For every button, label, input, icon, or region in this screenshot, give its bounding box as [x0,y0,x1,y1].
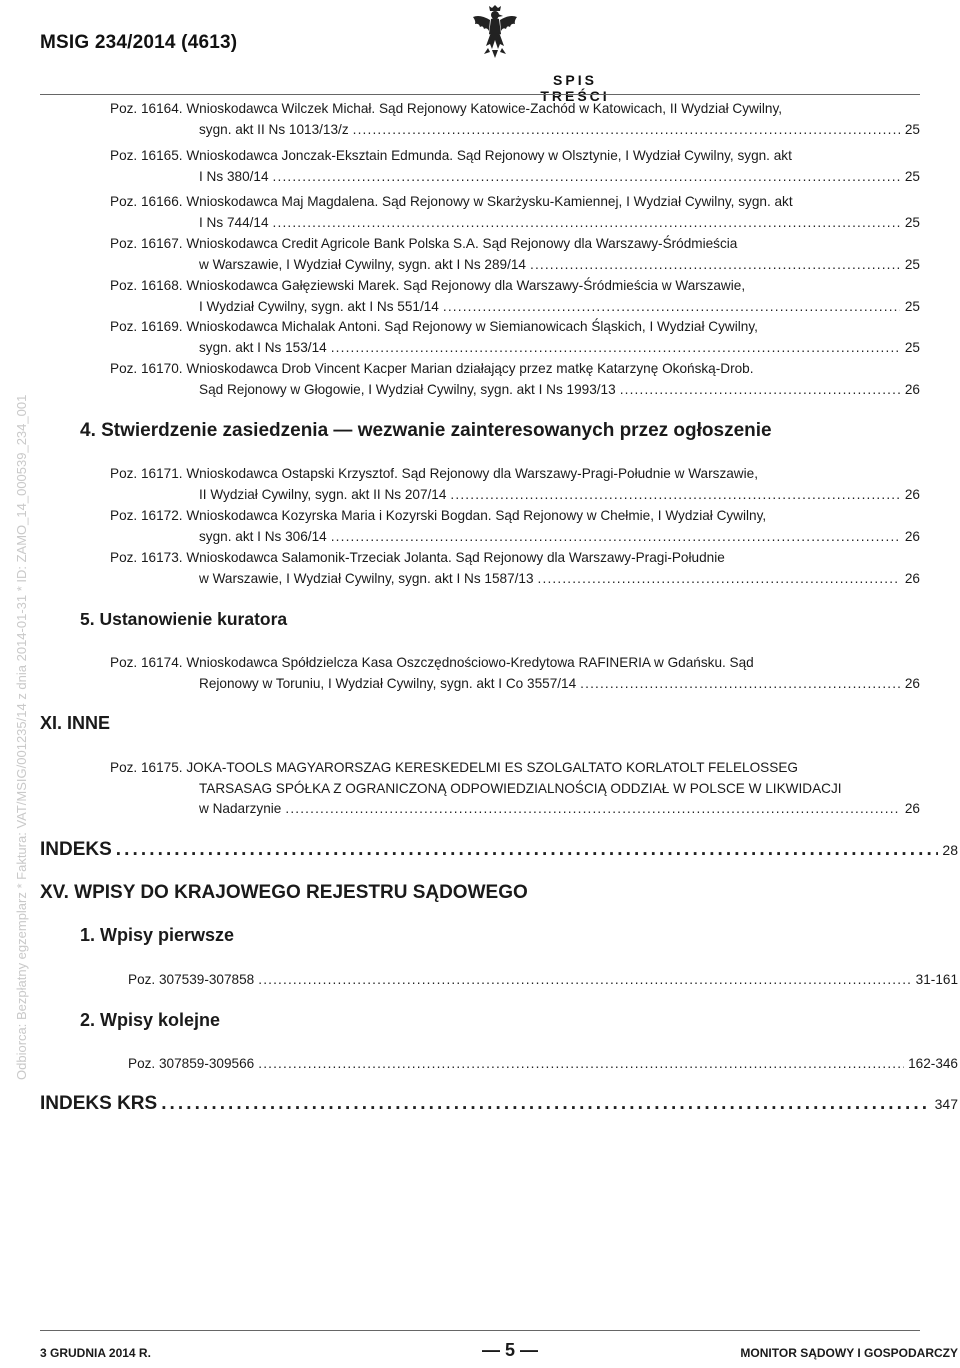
page-number: 347 [934,1096,958,1112]
page-number: 26 [904,381,920,397]
entry-line-2: Sąd Rejonowy w Głogowie, I Wydział Cywilny, sygn. akt I Ns 1993/13 . . . 26 [110,380,920,401]
indeks-label: INDEKS [40,839,112,860]
entry-line-3: w Nadarzynie . . . 26 [110,799,920,820]
page-number: 25 [904,214,920,230]
entry-line-1: Poz. 16173. Wnioskodawca Salamonik-Trzeciak Jolanta. Sąd Rejonowy dla Warszawy-Pragi-Południe [110,550,725,565]
leader-dots [331,338,900,359]
toc-entry-16175[interactable] [110,758,920,820]
entry-line-1: Poz. 16165. Wnioskodawca Jonczak-Eksztain Edmunda. Sąd Rejonowy w Olsztynie, I Wydział Cywilny, sygn. akt [110,148,792,163]
leader-dots [353,120,900,141]
toc-entry-16173[interactable] [110,548,920,589]
leader-dots [331,527,900,548]
page-number-footer: — 5 — [481,1340,538,1360]
section-5-heading: 5. Ustanowienie kuratora [80,609,288,629]
entry-line-2: Rejonowy w Toruniu, I Wydział Cywilny, sygn. akt I Co 3557/14 . . . 26 [110,674,920,695]
footer-divider [40,1330,920,1331]
toc-entry-16164[interactable] [110,99,920,140]
leader-dots [538,569,900,590]
section-4-heading: 4. Stwierdzenie zasiedzenia — wezwanie zainteresowanych przez ogłoszenie [80,420,772,441]
entry-line-2: sygn. akt I Ns 306/14 . . . 26 [110,527,920,548]
page-number: 28 [942,842,958,858]
entry-line-2: TARSASAG SPÓŁKA Z OGRANICZONĄ ODPOWIEDZIALNOŚCIĄ ODDZIAŁ W POLSCE W LIKWIDACJI [199,780,842,796]
toc-entry-16165[interactable] [110,146,920,187]
page-number: 26 [904,570,920,586]
page-number: 26 [904,675,920,691]
issue-date: 3 GRUDNIA 2014 R. [40,1346,151,1360]
entry-line-2: sygn. akt II Ns 1013/13/z . . . 25 [110,120,920,141]
page-number: 26 [904,801,920,816]
entry-line-2: w Warszawie, I Wydział Cywilny, sygn. akt I Ns 1587/13 . . . 26 [110,569,920,590]
toc-indeks[interactable] [40,839,958,861]
polish-eagle-emblem-icon [470,4,520,60]
leader-dots [580,674,900,695]
leader-dots [443,297,900,318]
leader-dots [273,213,900,234]
toc-entry-wpisy-kolejne[interactable] [128,1056,958,1071]
entry-range: Poz. 307539-307858 [128,972,255,987]
subsection-wpisy-pierwsze-heading: 1. Wpisy pierwsze [80,925,235,945]
leader-dots [285,799,900,820]
entry-line-2: sygn. akt I Ns 153/14 . . . 25 [110,338,920,359]
publication-issue-title: MSIG 234/2014 (4613) [40,32,238,53]
entry-line-1: Poz. 16174. Wnioskodawca Spółdzielcza Kasa Oszczędnościowo-Kredytowa RAFINERIA w Gdańsku. Sąd [110,655,754,670]
leader-dots [116,839,938,861]
toc-entry-16174[interactable] [110,653,920,694]
indeks-krs-label: INDEKS KRS [40,1093,158,1114]
page-range: 31-161 [915,972,958,987]
entry-line-1: Poz. 16170. Wnioskodawca Drob Vincent Kacper Marian działający przez matkę Katarzynę Okońską-Drob. [110,361,754,376]
section-title: SPIS TREŚCI [540,72,610,104]
toc-entry-wpisy-pierwsze[interactable] [128,972,958,987]
page-number: 25 [904,339,920,355]
section-xi-heading: XI. INNE [40,713,111,733]
leader-dots [620,380,900,401]
page-number: 25 [904,168,920,184]
toc-entry-16171[interactable] [110,464,920,505]
publication-name: MONITOR SĄDOWY I GOSPODARCZY [740,1346,958,1360]
entry-line-2: II Wydział Cywilny, sygn. akt II Ns 207/14 . . . 26 [110,485,920,506]
entry-line-1: Poz. 16164. Wnioskodawca Wilczek Michał. Sąd Rejonowy Katowice-Zachód w Katowicach, II Wydział Cywilny, [110,101,783,116]
header-divider [40,94,920,95]
entry-line-1: Poz. 16167. Wnioskodawca Credit Agricole Bank Polska S.A. Sąd Rejonowy dla Warszawy-Śródmieścia [110,236,738,251]
toc-entry-16166[interactable] [110,192,920,233]
page-number: 26 [904,528,920,544]
entry-line-2: I Ns 380/14 . . . 25 [110,167,920,188]
section-xv-heading: XV. WPISY DO KRAJOWEGO REJESTRU SĄDOWEGO [40,882,528,903]
leader-dots [530,255,900,276]
entry-line-1: Poz. 16166. Wnioskodawca Maj Magdalena. Sąd Rejonowy w Skarżysku-Kamiennej, I Wydział Cywilny, sygn. akt [110,194,793,209]
entry-line-1: Poz. 16169. Wnioskodawca Michalak Antoni. Sąd Rejonowy w Siemianowicach Śląskich, I Wydział Cywilny, [110,319,758,334]
leader-dots [258,1056,904,1071]
subsection-wpisy-kolejne-heading: 2. Wpisy kolejne [80,1010,221,1030]
toc-entry-16168[interactable] [110,276,920,317]
entry-line-2: I Wydział Cywilny, sygn. akt I Ns 551/14 . . . 25 [110,297,920,318]
toc-indeks-krs[interactable] [40,1093,958,1115]
page-number: 25 [904,298,920,314]
page-number: 25 [904,256,920,272]
entry-line-2: w Warszawie, I Wydział Cywilny, sygn. akt I Ns 289/14 . . . 25 [110,255,920,276]
toc-entry-16170[interactable] [110,359,920,400]
entry-line-1: Poz. 16175. JOKA-TOOLS MAGYARORSZAG KERESKEDELMI ES SZOLGALTATO KORLATOLT FELELOSSEG [110,760,798,775]
entry-line-2: I Ns 744/14 . . . 25 [110,213,920,234]
entry-line-1: Poz. 16168. Wnioskodawca Gałęziewski Marek. Sąd Rejonowy dla Warszawy-Śródmieścia w Warszawie, [110,278,746,293]
leader-dots [450,485,900,506]
page-range: 162-346 [908,1056,958,1071]
watermark-text: Odbiorca: Bezpłatny egzemplarz * Faktura: VAT/MSIG/001235/14 z dnia 2014-01-31 * ID: ZAMO_14_000539_234_001 [14,394,29,1080]
leader-dots [273,167,900,188]
entry-line-1: Poz. 16171. Wnioskodawca Ostapski Krzysztof. Sąd Rejonowy dla Warszawy-Pragi-Południe w Warszawie, [110,466,758,481]
toc-entry-16169[interactable] [110,317,920,358]
toc-entry-16172[interactable] [110,506,920,547]
entry-range: Poz. 307859-309566 [128,1056,255,1071]
page-number: 25 [904,121,920,137]
toc-entry-16167[interactable] [110,234,920,275]
leader-dots [258,972,911,987]
entry-line-1: Poz. 16172. Wnioskodawca Kozyrska Maria i Kozyrski Bogdan. Sąd Rejonowy w Chełmie, I Wydział Cywilny, [110,508,767,523]
page-number: 26 [904,486,920,502]
leader-dots [161,1093,930,1115]
